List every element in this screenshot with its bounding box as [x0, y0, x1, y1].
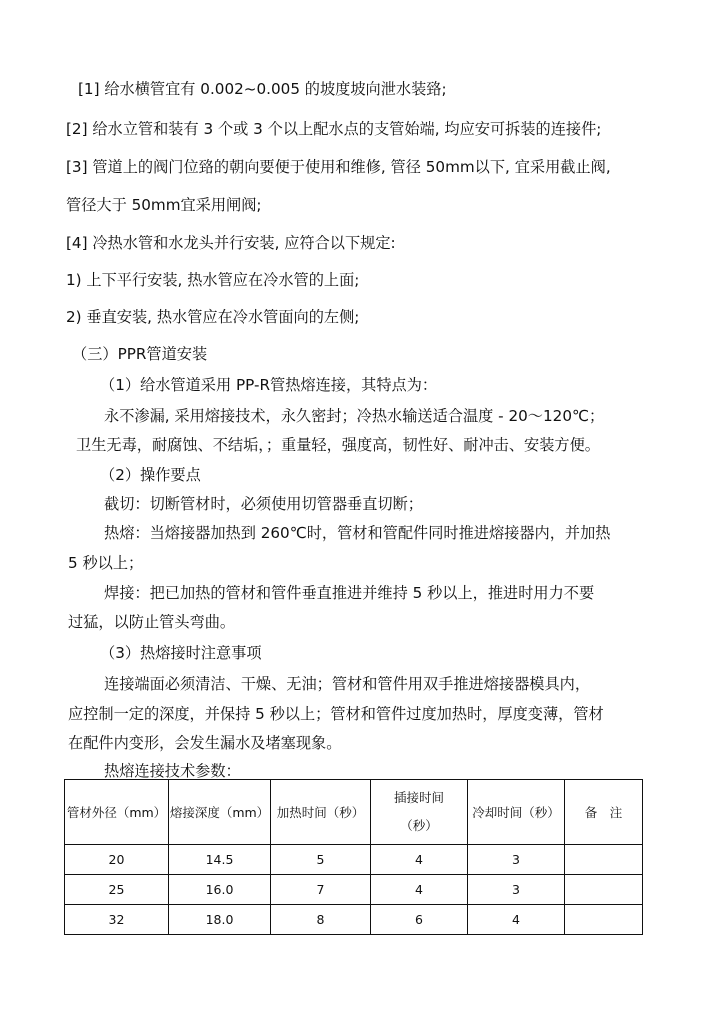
- cell-outer-diameter: 25: [65, 875, 169, 905]
- subsection-1-title: （1）给水管道采用 PP-R管热熔连接，其特点为：: [100, 376, 438, 394]
- cell-outer-diameter: 32: [65, 905, 169, 935]
- note-line-2: 应控制一定的深度，并保持 5 秒以上；管材和管件过度加热时，厚度变薄，管材: [68, 705, 604, 723]
- rule-2: 2) 垂直安装, 热水管应在冷水管面向的左侧;: [66, 308, 360, 326]
- header-outer-diameter: 管材外径（mm）: [65, 780, 169, 845]
- header-cooling-time: 冷却时间（秒）: [468, 780, 565, 845]
- rule-1: 1) 上下平行安装, 热水管应在冷水管的上面;: [66, 271, 360, 289]
- cell-insertion-time: 6: [371, 905, 468, 935]
- subsection-2-title: （2）操作要点: [100, 466, 201, 484]
- table-header-row: [65, 780, 643, 845]
- feature-line-1: 永不渗漏, 采用熔接技术，永久密封；冷热水输送适合温度 - 20～120℃；: [104, 407, 605, 425]
- melting-step-line-1: 热熔：当熔接器加热到 260℃时，管材和管配件同时推进熔接器内，并加热: [104, 524, 611, 542]
- cell-heating-time: 8: [271, 905, 371, 935]
- welding-step-line-2: 过猛，以防止管头弯曲。: [68, 613, 236, 631]
- header-insertion-time-unit: （秒）: [400, 818, 438, 833]
- cutting-step: 截切：切断管材时，必须使用切管器垂直切断；: [104, 495, 423, 513]
- table-row: [65, 875, 643, 905]
- cell-remarks: [565, 875, 643, 905]
- subsection-3-title: （3）热熔接时注意事项: [100, 644, 262, 662]
- parameter-table: [64, 779, 643, 935]
- cell-weld-depth: 16.0: [169, 875, 271, 905]
- cell-insertion-time: 4: [371, 845, 468, 875]
- melting-step-line-2: 5 秒以上；: [68, 554, 144, 572]
- clause-3-line-1: [3] 管道上的阀门位臵的朝向要便于使用和维修, 管径 50mm以下, 宜采用截止阀,: [66, 158, 611, 176]
- cell-weld-depth: 18.0: [169, 905, 271, 935]
- cell-cooling-time: 3: [468, 875, 565, 905]
- header-weld-depth: 熔接深度（mm）: [169, 780, 271, 845]
- header-insertion-time: [371, 780, 468, 845]
- table-row: [65, 905, 643, 935]
- cell-outer-diameter: 20: [65, 845, 169, 875]
- cell-heating-time: 7: [271, 875, 371, 905]
- feature-line-2: 卫生无毒，耐腐蚀、不结垢，；重量轻，强度高，韧性好、耐冲击、安装方便。: [76, 436, 600, 454]
- cell-remarks: [565, 905, 643, 935]
- clause-3-line-2: 管径大于 50mm宜采用闸阀;: [66, 196, 262, 214]
- header-remarks: 备 注: [565, 780, 643, 845]
- cell-remarks: [565, 845, 643, 875]
- cell-insertion-time: 4: [371, 875, 468, 905]
- cell-cooling-time: 4: [468, 905, 565, 935]
- clause-1: [1] 给水横管宜有 0.002~0.005 的坡度坡向泄水装臵;: [78, 80, 447, 98]
- cell-heating-time: 5: [271, 845, 371, 875]
- cell-weld-depth: 14.5: [169, 845, 271, 875]
- note-line-3: 在配件内变形，会发生漏水及堵塞现象。: [68, 734, 342, 752]
- welding-step-line-1: 焊接：把已加热的管材和管件垂直推进并维持 5 秒以上，推进时用力不要: [104, 584, 595, 602]
- clause-4: [4] 冷热水管和水龙头并行安装, 应符合以下规定:: [66, 234, 396, 252]
- table-caption: 热熔连接技术参数：: [104, 762, 241, 780]
- note-line-1: 连接端面必须清洁、干燥、无油；管材和管件用双手推进熔接器模具内，: [104, 675, 590, 693]
- table-row: [65, 845, 643, 875]
- header-heating-time: 加热时间（秒）: [271, 780, 371, 845]
- section-heading: （三）PPR管道安装: [72, 345, 208, 363]
- clause-2: [2] 给水立管和装有 3 个或 3 个以上配水点的支管始端, 均应安可拆装的连接件;: [66, 120, 602, 138]
- header-insertion-time-label: 插接时间: [393, 790, 444, 805]
- cell-cooling-time: 3: [468, 845, 565, 875]
